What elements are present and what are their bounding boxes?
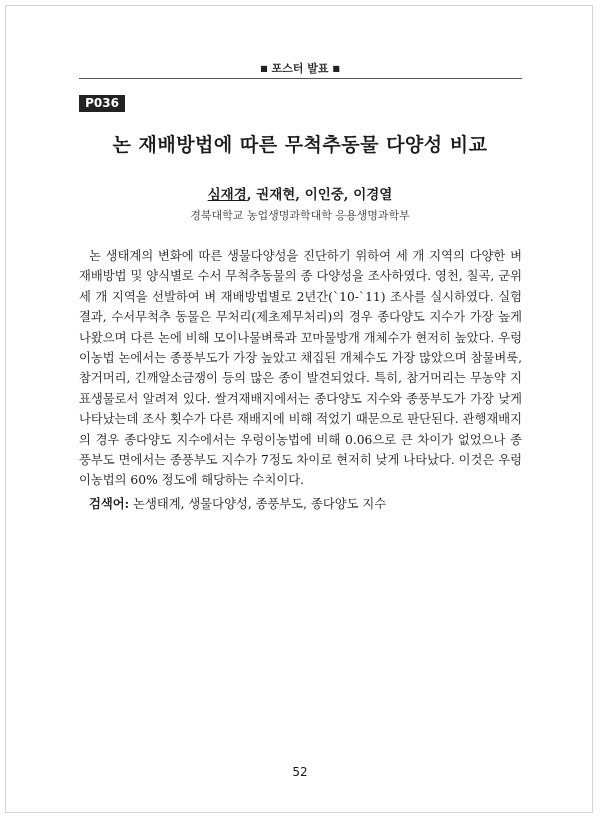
poster-code-badge: P036 [79, 95, 125, 112]
keywords-text: 논생태계, 생물다양성, 종풍부도, 종다양도 지수 [129, 497, 387, 511]
keywords-label: 검색어: [89, 496, 130, 511]
section-header [0, 60, 600, 76]
square-bullet-icon: ■ [332, 64, 340, 73]
header-divider [79, 78, 522, 79]
author-list [0, 183, 600, 203]
section-label: 포스터 발표 [271, 62, 329, 75]
affiliation: 경북대학교 농업생명과학대학 응용생명과학부 [190, 209, 410, 222]
square-bullet-icon: ■ [260, 64, 268, 73]
abstract-body: 논 생태계의 변화에 따른 생물다양성을 진단하기 위하여 세 개 지역의 다양한 벼 재배방법 및 양식별로 수서 무척추동물의 종 다양성을 조사하였다. 영천, 칠곡, 군위 세 개 지역을 선발하여 벼 재배방법별로 2년간(`10-`11) 조사를 실시하였다. 실험결과, 수서무척추 동물은 무처리(제초제무처리)의 경우 종다양도 지수가 가장 높게 나왔으며 다른 논에 비해 모이나물벼룩과 꼬마물방개 개체수가 현저히 높았다. 우렁이농법 논에서는 종풍부도가 가장 높았고 채집된 개체수도 가장 많았으며 참물벼룩, 참거머리, 긴깨알소금쟁이 등의 많은 종이 발견되었다. 특히, 참거머리는 무농약 지표생물로서 알려져 있다. 쌀겨재배지에서는 종다양도 지수와 종풍부도가 가장 낮게 나타났는데 조사 횟수가 다른 재배지에 비해 적었기 때문으로 판단된다. 관행재배지의 경우 종다양도 지수에서는 우렁이농법에 비해 0.06으로 큰 차이가 없었으나 종풍부도 면에서는 종풍부도 지수가 7정도 차이로 현저히 낮게 나타났다. 이것은 우렁이농법의 60% 정도에 해당하는 수치이다. [79, 249, 522, 488]
presenting-author: 심재경 [207, 187, 247, 203]
paper-title: 논 재배방법에 따른 무척추동물 다양성 비교 [112, 134, 488, 156]
page-number: 52 [292, 765, 308, 779]
keywords [89, 494, 522, 514]
co-authors: , 권재현, 이인중, 이경열 [246, 187, 393, 203]
